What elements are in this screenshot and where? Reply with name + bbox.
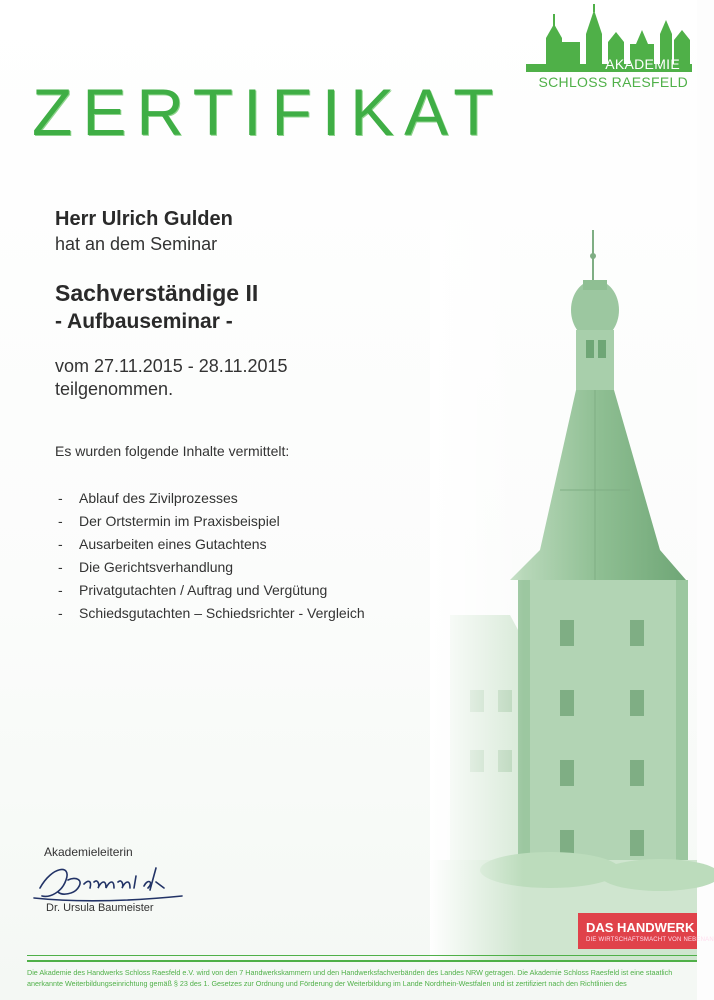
castle-tower-icon xyxy=(430,220,697,960)
recipient-name: Herr Ulrich Gulden xyxy=(55,208,233,230)
topic-text: Ausarbeiten eines Gutachtens xyxy=(79,536,267,552)
footer-divider xyxy=(27,960,697,962)
signatory-role: Akademieleiterin xyxy=(44,845,133,859)
bullet-dash: - xyxy=(58,582,63,598)
logo-line-akademie: AKADEMIE xyxy=(605,56,680,72)
footer-divider xyxy=(27,955,697,956)
bullet-dash: - xyxy=(58,490,63,506)
topic-text: Die Gerichtsverhandlung xyxy=(79,559,234,575)
bullet-dash: - xyxy=(58,513,63,529)
topic-text: Ablauf des Zivilprozesses xyxy=(79,490,238,506)
topic-text: Der Ortstermin im Praxisbeispiel xyxy=(79,513,280,529)
seminar-subtitle: - Aufbauseminar - xyxy=(55,310,233,333)
participation-text: teilgenommen. xyxy=(55,379,174,399)
academy-logo xyxy=(524,4,694,92)
handwritten-signature xyxy=(32,858,192,906)
logo-line-schloss: SCHLOSS RAESFELD xyxy=(538,74,688,90)
footer-text: Die Akademie des Handwerks Schloss Raesfeld e.V. wird von den 7 Handwerkskammern und den Handwerksfachverbänden des Landes NRW getragen. Die Akademie Schloss Raesfeld ist eine staatlich anerkannte Weiterbildungseinrichtung gemäß § 23 des 1. Gesetzes zur Ordnung und Förderung der Weiterbildung im Lande Nordrhein-Westfalen und ist zertifiziert nach den Richtlinien des xyxy=(27,968,673,988)
seminar-title: Sachverständige II xyxy=(55,280,259,306)
badge-tagline: DIE WIRTSCHAFTSMACHT VON NEBENAN xyxy=(586,937,714,943)
badge-title: DAS HANDWERK xyxy=(586,920,695,935)
bullet-dash: - xyxy=(58,559,63,575)
signatory-name: Dr. Ursula Baumeister xyxy=(46,902,154,914)
intro-text: hat an dem Seminar xyxy=(55,234,218,254)
seminar-dates: vom 27.11.2015 - 28.11.2015 xyxy=(55,356,288,376)
bullet-dash: - xyxy=(58,536,63,552)
certificate-title: ZERTIFIKAT xyxy=(32,75,504,149)
bullet-dash: - xyxy=(58,605,63,621)
topic-text: Schiedsgutachten – Schiedsrichter - Vergleich xyxy=(79,605,365,621)
topic-text: Privatgutachten / Auftrag und Vergütung xyxy=(79,582,328,598)
contents-heading: Es wurden folgende Inhalte vermittelt: xyxy=(55,443,290,459)
handwerk-badge xyxy=(578,913,714,949)
